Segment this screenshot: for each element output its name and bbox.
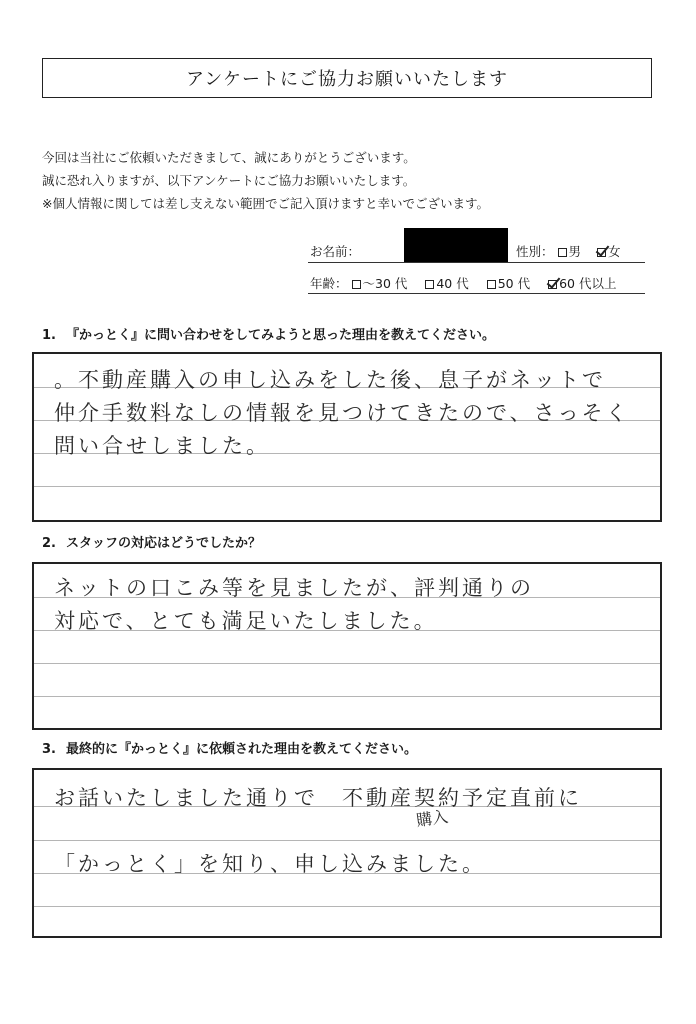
- name-underline: [308, 262, 645, 263]
- intro-line: 誠に恐れ入りますが、以下アンケートにご協力お願いいたします。: [42, 173, 416, 188]
- intro-line: ※個人情報に関しては差し支えない範囲でご記入頂けますと幸いでございます。: [42, 196, 489, 211]
- handwritten-answer-line: 「かっとく」を知り、申し込みました。: [54, 852, 486, 876]
- age-60plus-label: 60 代以上: [559, 276, 617, 291]
- age-50s-checkbox[interactable]: [487, 280, 496, 289]
- age-field: [310, 274, 616, 292]
- age-40s-label: 40 代: [436, 276, 469, 291]
- answer-box-2[interactable]: [32, 562, 662, 730]
- age-60plus-checkbox[interactable]: [548, 280, 557, 289]
- age-under30-checkbox[interactable]: [352, 280, 361, 289]
- handwritten-answer-line: 問い合せしました。: [54, 434, 270, 458]
- gender-label: 性別：: [516, 244, 554, 259]
- survey-title-box: [42, 58, 652, 98]
- ruled-line: [34, 840, 660, 841]
- question-text: 『かっとく』に問い合わせをしてみようと思った理由を教えてください。: [65, 328, 495, 343]
- answer-box-1[interactable]: [32, 352, 662, 522]
- handwritten-answer-line: 。不動産購入の申し込みをした後、息子がネットで: [54, 368, 606, 392]
- question-number: 1.: [42, 328, 56, 343]
- age-40s-checkbox[interactable]: [425, 280, 434, 289]
- question-1: [42, 324, 495, 343]
- ruled-line: [34, 906, 660, 907]
- age-underline: [308, 293, 645, 294]
- question-3: [42, 738, 417, 757]
- handwritten-answer-line: 対応で、とても満足いたしました。: [54, 609, 438, 633]
- handwritten-insertion: 購入: [414, 806, 450, 831]
- intro-line: 今回は当社にご依頼いただきまして、誠にありがとうございます。: [42, 150, 416, 165]
- survey-title: アンケートにご協力お願いいたします: [186, 69, 508, 90]
- gender-field: [516, 242, 621, 260]
- question-number: 3.: [42, 742, 56, 757]
- handwritten-answer-line: お話いたしました通りで 不動産契約予定直前に: [54, 786, 582, 810]
- ruled-line: [34, 663, 660, 664]
- handwritten-answer-line: ネットの口こみ等を見ましたが、評判通りの: [54, 576, 534, 600]
- question-text: 最終的に『かっとく』に依頼された理由を教えてください。: [65, 742, 417, 757]
- age-50s-label: 50 代: [497, 276, 531, 291]
- answer-box-3[interactable]: [32, 768, 662, 938]
- ruled-line: [34, 486, 660, 487]
- age-label: 年齢：: [310, 276, 348, 291]
- intro-text: [42, 146, 489, 215]
- handwritten-answer-line: 仲介手数料なしの情報を見つけてきたので、さっそく: [54, 401, 630, 425]
- gender-female-checkbox[interactable]: [597, 248, 606, 257]
- question-text: スタッフの対応はどうでしたか？: [65, 536, 261, 551]
- ruled-line: [34, 696, 660, 697]
- question-2: [42, 532, 261, 551]
- name-label: お名前：: [310, 244, 361, 259]
- gender-male-label: 男: [568, 244, 582, 259]
- question-number: 2.: [42, 536, 56, 551]
- age-under30-label: ～30 代: [362, 276, 408, 291]
- redacted-name: [404, 228, 508, 262]
- gender-female-label: 女: [607, 244, 621, 259]
- gender-male-checkbox[interactable]: [558, 248, 567, 257]
